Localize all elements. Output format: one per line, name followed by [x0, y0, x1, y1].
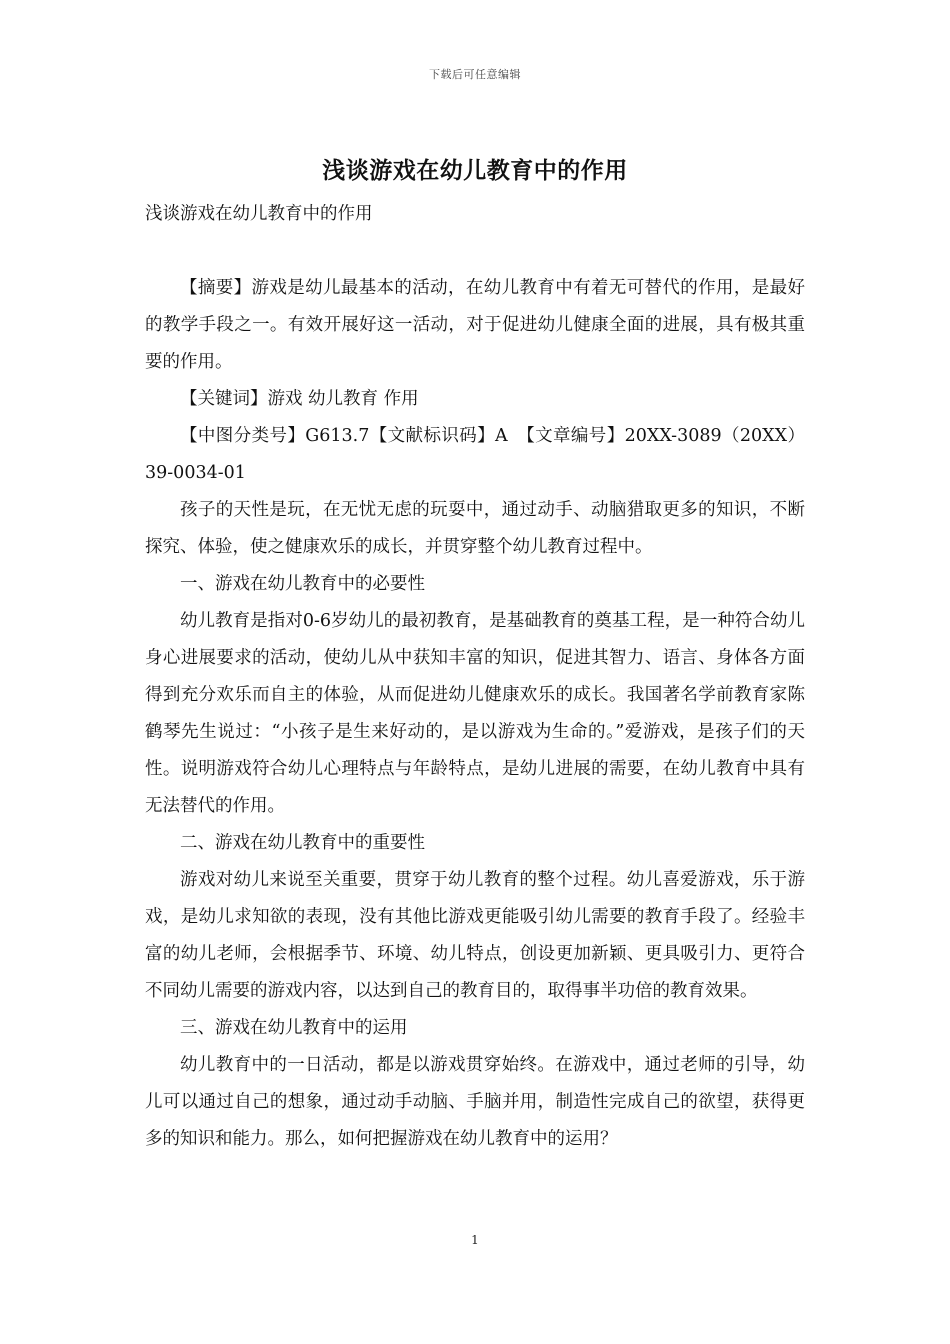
section-heading: 三、游戏在幼儿教育中的运用 — [180, 1018, 408, 1038]
abstract-paragraph: 【摘要】游戏是幼儿最基本的活动，在幼儿教育中有着无可替代的作用，是最好的教学手段之一。有效开展好这一活动，对于促进幼儿健康全面的进展，具有极其重要的作用。 — [145, 278, 805, 372]
document-title: 浅谈游戏在幼儿教育中的作用 — [322, 157, 628, 184]
classification-paragraph: 【中图分类号】G613.7【文献标识码】A 【文章编号】20XX-3089（20XX）39-0034-01 — [145, 426, 805, 483]
page-header-note: 下载后可任意编辑 — [429, 68, 521, 81]
section-paragraph: 幼儿教育是指对0-6岁幼儿的最初教育，是基础教育的奠基工程，是一种符合幼儿身心进展要求的活动，使幼儿从中获知丰富的知识，促进其智力、语言、身体各方面得到充分欢乐而自主的体验，从而促进幼儿健康欢乐的成长。我国著名学前教育家陈鹤琴先生说过：“小孩子是生来好动的，是以游戏为生命的。”爱游戏，是孩子们的天性。说明游戏符合幼儿心理特点与年龄特点，是幼儿进展的需要，在幼儿教育中具有无法替代的作用。 — [145, 611, 805, 816]
blank-line — [145, 233, 805, 270]
intro-paragraph: 孩子的天性是玩，在无忧无虑的玩耍中，通过动手、动脑猎取更多的知识，不断探究、体验，使之健康欢乐的成长，并贯穿整个幼儿教育过程中。 — [145, 500, 805, 557]
section-heading: 二、游戏在幼儿教育中的重要性 — [180, 833, 425, 853]
document-subtitle: 浅谈游戏在幼儿教育中的作用 — [145, 204, 373, 224]
section-paragraph: 游戏对幼儿来说至关重要，贯穿于幼儿教育的整个过程。幼儿喜爱游戏，乐于游戏，是幼儿求知欲的表现，没有其他比游戏更能吸引幼儿需要的教育手段了。经验丰富的幼儿老师，会根据季节、环境、幼儿特点，创设更加新颖、更具吸引力、更符合不同幼儿需要的游戏内容，以达到自己的教育目的，取得事半功倍的教育效果。 — [145, 870, 805, 1001]
section-paragraph: 幼儿教育中的一日活动，都是以游戏贯穿始终。在游戏中，通过老师的引导，幼儿可以通过自己的想象，通过动手动脑、手脑并用，制造性完成自己的欲望，获得更多的知识和能力。那么，如何把握游戏在幼儿教育中的运用？ — [145, 1055, 805, 1149]
keywords-paragraph: 【关键词】游戏 幼儿教育 作用 — [180, 389, 419, 409]
page-number: 1 — [471, 1233, 479, 1247]
document-body — [145, 196, 805, 1158]
section-heading: 一、游戏在幼儿教育中的必要性 — [180, 574, 425, 594]
